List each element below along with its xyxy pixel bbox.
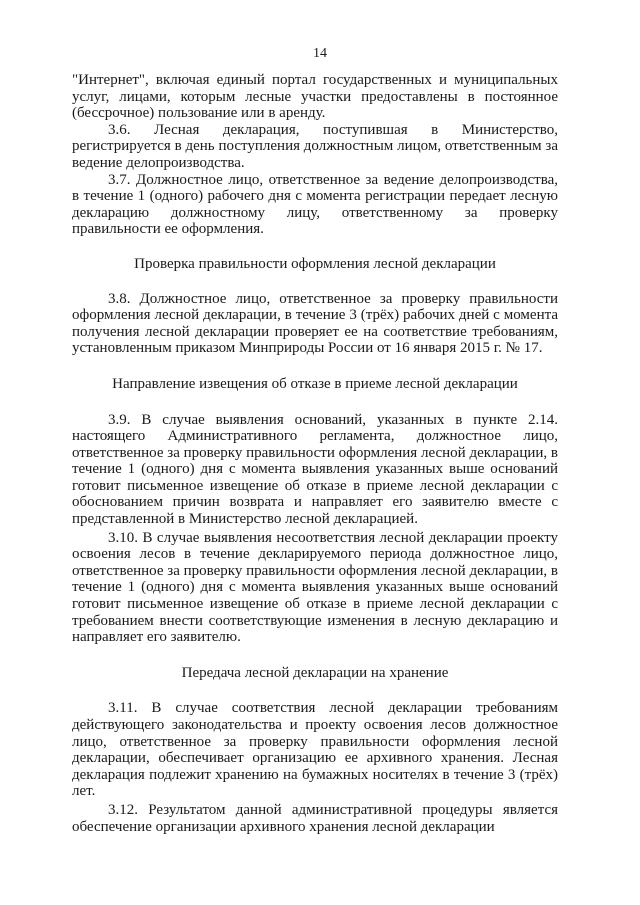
section-heading-check: Проверка правильности оформления лесной декларации xyxy=(134,255,496,272)
paragraph-3-8: 3.8. Должностное лицо, ответственное за проверку правильности оформления лесной декларации, в течение 3 (трёх) рабочих дней с момента получения лесной декларации проверяет ее на соответствие требованиям, установленным приказом Минприроды России от 16 января 2015 г. № 17. xyxy=(72,290,558,357)
section-heading-refusal: Направление извещения об отказе в приеме лесной декларации xyxy=(112,375,518,392)
section-heading-storage: Передача лесной декларации на хранение xyxy=(181,664,449,681)
paragraph-3-12: 3.12. Результатом данной административной процедуры является обеспечение организации архивного хранения лесной декларации xyxy=(72,801,558,835)
paragraph-3-6: 3.6. Лесная декларация, поступившая в Министерство, регистрируется в день поступления должностным лицом, ответственным за ведение делопроизводства. xyxy=(72,121,558,171)
page-number: 14 xyxy=(313,46,327,61)
document-body xyxy=(72,72,558,835)
paragraph-3-9: 3.9. В случае выявления оснований, указанных в пункте 2.14. настоящего Административного регламента, должностное лицо, ответственное за проверку правильности оформления лесной декларации, в течение 1 (одного) дня с момента выявления указанных выше оснований готовит письменное извещение об отказе в приеме лесной декларации с обоснованием причин возврата и направляет его заявителю вместе с представленной в Министерство лесной декларацией. xyxy=(72,411,558,528)
paragraph-3-11: 3.11. В случае соответствия лесной декларации требованиям действующего законодательства и проекту освоения лесов должностное лицо, ответственное за проверку правильности оформления лесной декларации, обеспечивает организацию ее архивного хранения. Лесная декларация подлежит хранению на бумажных носителях в течение 3 (трёх) лет. xyxy=(72,700,558,800)
paragraph-3-7: 3.7. Должностное лицо, ответственное за ведение делопроизводства, в течение 1 (одного) рабочего дня с момента регистрации передает лесную декларацию должностному лицу, ответственному за проверку правильности ее оформления. xyxy=(72,171,558,238)
paragraph-continuation: "Интернет", включая единый портал государственных и муниципальных услуг, лицами, которым лесные участки предоставлены в постоянное (бессрочное) пользование или в аренду. xyxy=(72,72,558,122)
paragraph-3-10: 3.10. В случае выявления несоответствия лесной декларации проекту освоения лесов в течение декларируемого периода должностное лицо, ответственное за проверку правильности оформления лесной декларации, в течение 1 (одного) дня с момента выявления указанных выше оснований готовит письменное извещение об отказе в приеме лесной декларации с требованием внести соответствующие изменения в лесную декларацию и направляет его заявителю. xyxy=(72,529,558,646)
